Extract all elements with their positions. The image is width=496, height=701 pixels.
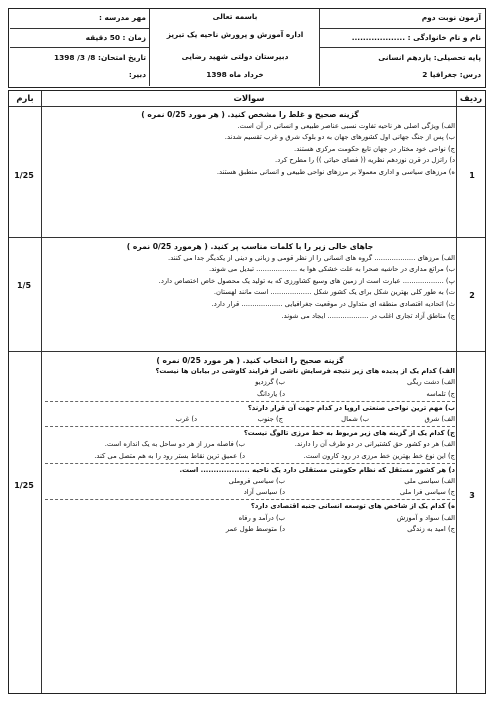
exam-page bbox=[8, 8, 486, 694]
question-number: 2 bbox=[469, 291, 475, 300]
question-title: جاهای خالی زیر را با کلمات مناسب پر کنید. ( هرمورد 0/25 نمره ) bbox=[126, 242, 374, 251]
school-seal: مهر مدرسه : bbox=[98, 13, 146, 22]
option[interactable]: د) یاردانگ bbox=[257, 389, 285, 398]
student-name-field[interactable]: نام و نام خانوادگی : ................... bbox=[351, 33, 481, 42]
exam-title: آزمون نوبت دوم bbox=[421, 13, 481, 22]
option-row bbox=[45, 439, 455, 450]
option[interactable]: ب) شمال bbox=[341, 415, 369, 424]
question-2 bbox=[45, 241, 455, 322]
sub-question: ج) کدام یک از گزینه های زیر مربوط به خط مرزی تالوگ نیست؟ bbox=[243, 429, 455, 438]
option[interactable]: الف) سیاسی ملی bbox=[404, 477, 455, 486]
question-line: پ) ................... عبارت است از زمین های وسیع کشاورزی که به تولید یک محصول خاص اختصاص دارد. bbox=[158, 276, 455, 285]
bismillah: باسمه تعالی bbox=[212, 12, 258, 21]
option-row bbox=[45, 476, 455, 487]
question-line: ه) مرزهای سیاسی و اداری معمولا بر مرزهای نواحی طبیعی و انسانی منطبق هستند. bbox=[216, 167, 455, 176]
option[interactable]: ج) سیاسی فرا ملی bbox=[399, 488, 455, 497]
question-title: گزینه صحیح و غلط را مشخص کنید. ( هر مورد 0/25 نمره ) bbox=[141, 110, 359, 119]
option[interactable]: ج) جنوب bbox=[257, 415, 283, 424]
question-line: د) راتزل در قرن نوزدهم نظریه (( فضای حیاتی )) را مطرح کرد. bbox=[275, 156, 455, 165]
option-row bbox=[45, 414, 455, 425]
question-1 bbox=[45, 109, 455, 179]
option[interactable]: الف) شرق bbox=[424, 415, 455, 424]
col-row-header: ردیف bbox=[459, 93, 483, 103]
option-row bbox=[45, 377, 455, 388]
option[interactable]: ب) فاصله مرز از هر دو ساحل به یک اندازه است. bbox=[104, 440, 245, 449]
header-student-info bbox=[319, 9, 485, 86]
sub-question: ب) مهم ترین نواحی صنعتی اروپا در کدام جهت آن قرار دارند؟ bbox=[247, 403, 455, 412]
question-line: ث) اتحادیه اقتصادی منطقه ای متداول در موقعیت جغرافیایی ................... قرار دارد. bbox=[211, 299, 455, 308]
option[interactable]: د) عمیق ترین نقاط بستر رود را به هم متصل می کند. bbox=[94, 451, 245, 460]
option-row bbox=[45, 389, 455, 400]
question-line: الف) مرزهای ................... گروه های انسانی را از نظر قومی و زبانی و دینی از یکدیگر جدا می کنند. bbox=[168, 253, 455, 262]
sub-question: الف) کدام یک از پدیده های زیر نتیجه فرسایش ناشی از فرایند کاوشی در بیابان ها نیست؟ bbox=[155, 367, 455, 376]
questions-table bbox=[8, 90, 486, 694]
option[interactable]: ب) گرزدیو bbox=[255, 378, 285, 387]
question-score: 1/25 bbox=[14, 481, 34, 490]
question-line: الف) ویژگی اصلی هر ناحیه تفاوت نسبی عناصر طبیعی و انسانی در آن است. bbox=[237, 121, 455, 130]
col-questions-header: سوالات bbox=[233, 93, 265, 103]
grade-label: پایه تحصیلی: یازدهم انسانی bbox=[378, 53, 481, 62]
option-row bbox=[45, 487, 455, 498]
exam-date: تاریخ امتحان: 8/ 3/ 1398 bbox=[54, 53, 146, 62]
question-line: ج) مناطق آزاد تجاری اغلب در ................... ایجاد می شوند. bbox=[281, 311, 455, 320]
option[interactable]: الف) سواد و آموزش bbox=[396, 513, 455, 522]
exam-month: خرداد ماه 1398 bbox=[206, 70, 264, 79]
question-number: 1 bbox=[469, 171, 475, 180]
option[interactable]: ب) سیاسی فروملی bbox=[228, 477, 285, 486]
sub-question: د) هر کشور مستقل که نظام حکومتی مستقلی دارد یک ناحیه ................... است. bbox=[179, 465, 455, 474]
option-row bbox=[45, 451, 455, 462]
sub-question: ه) کدام یک از شاخص های توسعه انسانی جنبه اقتصادی دارد؟ bbox=[250, 502, 455, 511]
question-title: گزینه صحیح را انتخاب کنید. ( هر مورد 0/25 نمره ) bbox=[156, 356, 344, 365]
option[interactable]: د) سیاسی آزاد bbox=[243, 488, 285, 497]
option[interactable]: ج) امید به زندگی bbox=[407, 524, 455, 533]
col-score-header: بارم bbox=[16, 93, 34, 103]
option[interactable]: د) متوسط طول عمر bbox=[225, 524, 285, 533]
option[interactable]: ج) تلماسه bbox=[426, 389, 455, 398]
question-number: 3 bbox=[469, 491, 475, 500]
question-line: ب) مراتع مداری در حاشیه صحرا به علت خشکی هوا به ................... تبدیل می شوند. bbox=[208, 265, 455, 274]
education-office: اداره آموزش و پرورش ناحیه یک تبریز bbox=[166, 30, 304, 39]
question-score: 1/25 bbox=[14, 171, 34, 180]
option[interactable]: د) غرب bbox=[175, 415, 197, 424]
school-name: دبیرستان دولتی شهید رضایی bbox=[181, 52, 289, 61]
option[interactable]: ب) درآمد و رفاه bbox=[238, 513, 285, 522]
header-school-info bbox=[149, 9, 320, 86]
question-line: ت) به طور کلی بهترین شکل برای یک کشور شکل ................... است مانند لهستان. bbox=[213, 288, 455, 297]
question-score: 1/5 bbox=[16, 281, 32, 290]
course-label: درس: جغرافیا 2 bbox=[422, 70, 481, 79]
option-row bbox=[45, 524, 455, 535]
option[interactable]: الف) هر دو کشور حق کشتیرانی در دو طرف آن را دارند. bbox=[294, 440, 455, 449]
question-3 bbox=[45, 355, 455, 535]
exam-duration: زمان : 50 دقیقه bbox=[85, 33, 146, 42]
question-line: ب) پس از جنگ جهانی اول کشورهای جهان به دو بلوک شرق و غرب تقسیم شدند. bbox=[224, 133, 455, 142]
exam-header bbox=[8, 8, 486, 88]
option[interactable]: الف) دشت ریگی bbox=[407, 378, 455, 387]
teacher-label: دبیر: bbox=[128, 70, 146, 79]
question-line: ج) نواحی خود مختار در جهان تابع حکومت مرکزی هستند. bbox=[294, 144, 455, 153]
option-row bbox=[45, 513, 455, 524]
header-exam-info bbox=[10, 9, 150, 86]
option[interactable]: ج) این نوع خط بهترین خط مرزی در رود کارون است. bbox=[303, 451, 455, 460]
